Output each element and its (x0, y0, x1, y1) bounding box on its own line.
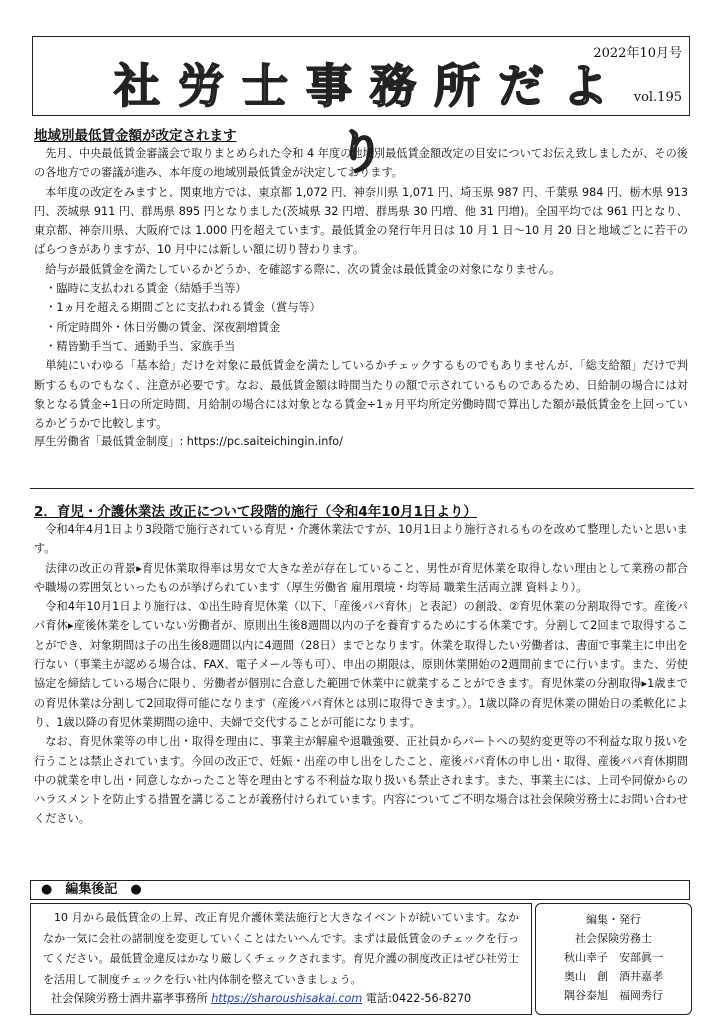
newsletter-title: 社労士事務所だより (114, 59, 626, 179)
excluded-wage-list (34, 279, 688, 356)
section-title: 2．育児・介護休業法 改正について段階的施行（令和4年10月1日より） (34, 504, 477, 520)
staff-names: 奥山 創 酒井嘉孝 (564, 970, 663, 983)
paragraph: 本年度の改定をみますと、関東地方では、東京都 1,072 円、神奈川県 1,071 円、埼玉県 987 円、千葉県 984 円、栃木県 913 円、茨城県 911 円、群馬県 895 円となりました(茨城県 32 円増、群馬県 30 円増、他 31 円増)。全国平均では 961 円となり、東京都、神奈川県、大阪府では 1.000 円を超えています。最低賃金の発行年月日は 10 月 1 日～10 月 20 日と地域ごとに若干のばらつきがありますが、10 月中には新しい額に切り替わります。 (34, 185, 688, 257)
publisher-title: 社会保険労務士 (575, 932, 652, 945)
paragraph: 法律の改正の背景▸育児休業取得率は男女で大きな差が存在していること、男性が育児休業を取得しない理由として業務の都合や職場の雰囲気といったものが挙げられています（厚生労働省 雇用環境・均等局 職業生活両立課 資料より）。 (34, 561, 688, 594)
publisher-role: 編集・発行 (586, 913, 641, 926)
section-minimum-wage (34, 124, 688, 451)
staff-names: 隅谷泰旭 福岡秀行 (564, 989, 663, 1002)
paragraph: 令和4年10月1日より施行は、①出生時育児休業（以下、「産後パパ育休」と表記）の創設、②育児休業の分割取得です。産後パパ育休▸産後休業をしていない労働者が、原則出生後8週間以内の子を養育するためにする休業です。分割して2回まで取得することができ、対象期間は子の出生後8週間以内に4週間（28日）までとなります。休業を取得したい労働者は、書面で事業主に申出を行ない（事業主が認める場合は、FAX、電子メール等も可）、申出の期限は、原則休業開始の2週間前までに行います。また、労使協定を締結している場合に限り、労働者が個別に合意した範囲で休業中に就業することができます。育児休業の分割取得▸1歳までの育児休業は分割して2回取得可能になります（産後パパ育休とは別に取得できます。）。1歳以降の育児休業の開始日の柔軟化により、1歳以降の育児休業期間の途中、夫婦で交代することが可能になります。 (34, 600, 688, 729)
list-item: ・臨時に支払われる賃金（結婚手当等） (45, 282, 247, 296)
paragraph: 給与が最低賃金を満たしているかどうか、を確認する際に、次の賃金は最低賃金の対象になりません。 (45, 262, 561, 276)
office-website-link[interactable]: https://sharoushisakai.com (211, 992, 363, 1005)
publisher-box (535, 903, 692, 1015)
editorial-box (30, 903, 532, 1015)
issue-date: 2022年10月号 (593, 46, 682, 61)
office-contact (43, 990, 519, 1008)
paragraph: 令和4年4月1日より3段階で施行されている育児・介護休業法ですが、10月1日より施行されるものを改めて整理したいと思います。 (34, 523, 688, 556)
editorial-text: 10 月から最低賃金の上昇、改正育児介護休業法施行と大きなイベントが続いています。なかなか一気に会社の諸制度を変更していくことはたいへんです。まずは最低賃金のチェックを行ってください。最低賃金違反はかなり厳しくチェックされます。育児介護の制度改正はぜひ社労士を活用して制度チェックを行い社内体制を整えていきましょう。 (43, 911, 519, 986)
staff-names: 秋山幸子 安部眞一 (564, 951, 663, 964)
office-name: 社会保険労務士酒井嘉孝事務所 (51, 992, 208, 1005)
editorial-heading: ● 編集後記 ● (30, 880, 690, 900)
list-item: ・精皆勤手当て、通勤手当、家族手当 (45, 339, 236, 353)
list-item: ・1ヵ月を超える期間ごとに支払われる賃金（賞与等） (45, 301, 321, 315)
issue-volume: vol.195 (633, 90, 682, 105)
source-reference: 厚生労働省「最低賃金制度」: https://pc.saiteichingin.info/ (34, 435, 343, 449)
paragraph: 先月、中央最低賃金審議会で取りまとめられた令和 4 年度の地域別最低賃金額改定の目安についてお伝え致しましたが、その後の各地方での審議が進み、本年度の地域別最低賃金が決定しております。 (34, 147, 688, 180)
section-divider (30, 488, 694, 489)
paragraph: なお、育児休業等の申し出・取得を理由に、事業主が解雇や退職強要、正社員からパートへの契約変更等の不利益な取り扱いを行うことは禁止されています。今回の改正で、妊娠・出産の申し出をしたこと、産後パパ育休の申し出・取得、産後パパ育休期間中の就業を申し出・同意しなかったこと等を理由とする不利益な取り扱いも禁止されます。また、事業主には、上司や同僚からのハラスメントを防止する措置を講じることが義務付けられています。内容についてご不明な場合は社会保険労務士にお問い合わせください。 (34, 735, 688, 826)
section-title: 地域別最低賃金額が改定されます (34, 128, 237, 144)
list-item: ・所定時間外・休日労働の賃金、深夜割増賃金 (45, 320, 281, 334)
office-phone: 電話:0422-56-8270 (365, 992, 472, 1005)
section-childcare-leave (34, 500, 688, 829)
paragraph: 単純にいわゆる「基本給」だけを対象に最低賃金を満たしているかチェックするものでもありませんが、「総支給額」だけで判断するものでもなく、注意が必要です。なお、最低賃金額は時間当たりの額で示されているものであるため、日給制の場合には対象となる賃金÷1日の所定時間、月給制の場合には対象となる賃金÷1ヵ月平均所定労働時間で算出した額が最低賃金を上回っているかどうかで比較します。 (34, 359, 688, 431)
